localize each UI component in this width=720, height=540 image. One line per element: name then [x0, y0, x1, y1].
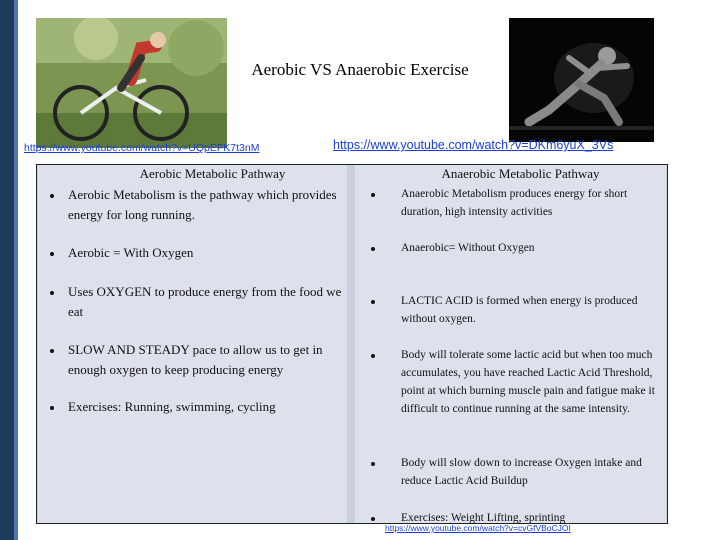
bullet-icon — [50, 252, 54, 256]
aerobic-heading: Aerobic Metabolic Pathway — [139, 166, 286, 181]
bullet-icon — [50, 194, 54, 198]
video-link-sprinter[interactable]: https://www.youtube.com/watch?v=DKm6yuX_3Vs — [333, 138, 614, 152]
bullet-icon — [371, 300, 375, 304]
accent-bar-dark — [0, 0, 14, 540]
accent-bar-light — [14, 0, 18, 540]
sprinter-photo — [509, 18, 654, 142]
slide-title: Aerobic VS Anaerobic Exercise — [251, 60, 469, 79]
bullet-icon — [50, 406, 54, 410]
bullet-icon — [50, 291, 54, 295]
bullet-icon — [371, 517, 375, 521]
cyclist-photo — [36, 18, 227, 148]
bullet-icon — [371, 247, 375, 251]
bullet-icon — [50, 349, 54, 353]
video-link-cyclist[interactable]: https://www.youtube.com/watch?v=UQpEFK7t3nM — [24, 142, 260, 154]
video-link-bottom[interactable]: https://www.youtube.com/watch?v=cvGfVBoCJOI — [385, 523, 571, 533]
comparison-table — [36, 164, 668, 524]
bullet-icon — [371, 354, 375, 358]
anaerobic-column: Anaerobic Metabolic Pathway Anaerobic Metabolism produces energy for short duration, high intensity activities Anaerobic= Without Oxygen LACTIC ACID is formed when energy is produced without oxygen. Body will tolerate some lactic acid but when too much accumulates, you have reached Lactic Acid Threshold, point at which burning muscle pain and fatigue make it difficult to continue running at the same intensity. Body will slow down to increase Oxygen intake and reduce Lactic Acid Buildup Exercises: Weight Lifting, sprinting — [355, 165, 666, 523]
aerobic-column: Aerobic Metabolic Pathway Aerobic Metabolism is the pathway which provides energy for long running. Aerobic = With Oxygen Uses OXYGEN to produce energy from the food we eat SLOW AND STEADY pace to allow us to get in enough oxygen to keep producing energy Exercises: Running, swimming, cycling — [38, 165, 347, 523]
anaerobic-heading: Anaerobic Metabolic Pathway — [441, 166, 600, 181]
bullet-icon — [371, 193, 375, 197]
bullet-icon — [371, 462, 375, 466]
